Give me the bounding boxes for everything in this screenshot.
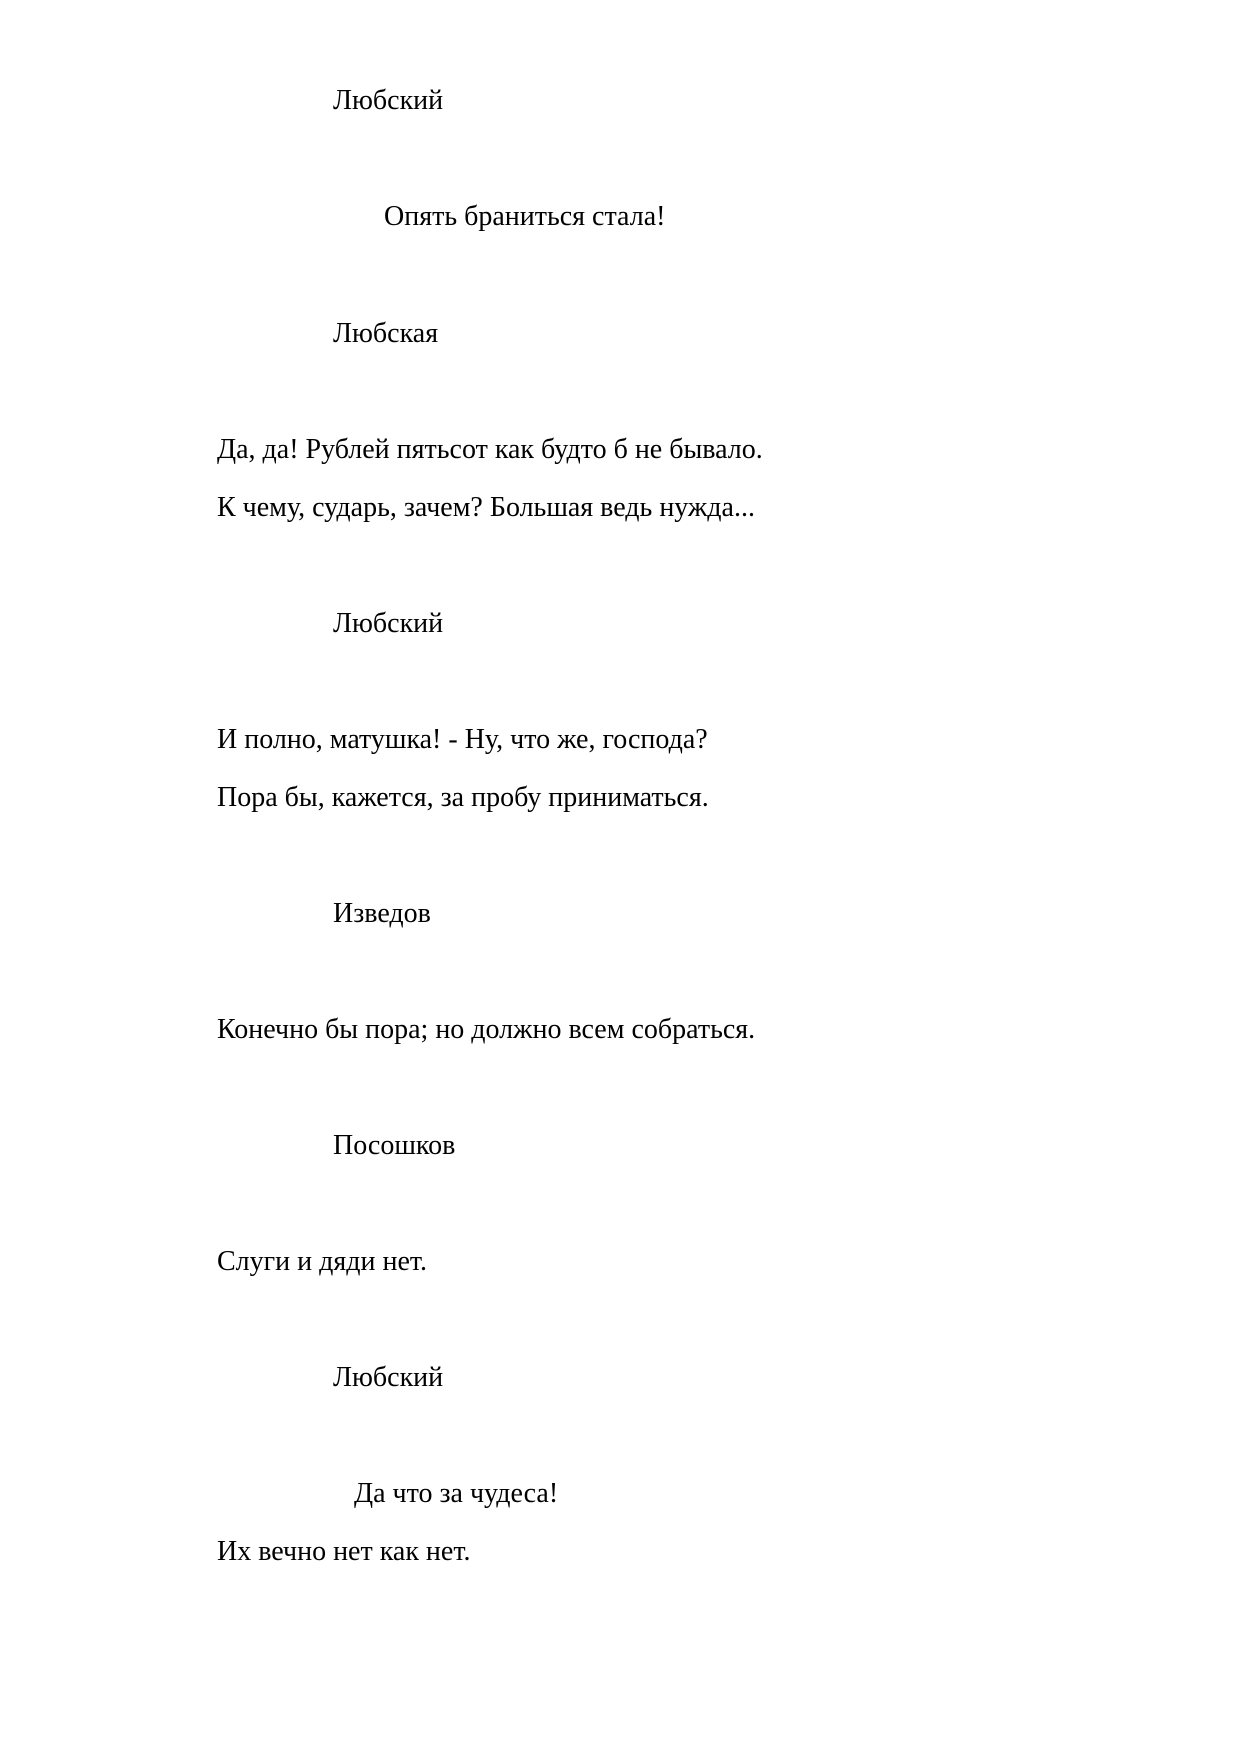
speaker-name: Любский <box>333 85 444 116</box>
speaker-name: Посошков <box>333 1130 456 1161</box>
speaker-name: Любская <box>333 318 439 349</box>
verse-line: Слуги и дяди нет. <box>217 1246 427 1277</box>
verse-line: Пора бы, кажется, за пробу приниматься. <box>217 782 709 813</box>
verse-line: И полно, матушка! - Ну, что же, господа? <box>217 724 708 755</box>
verse-line: Да, да! Рублей пятьсот как будто б не бывало. <box>217 434 763 465</box>
verse-line: Опять браниться стала! <box>384 201 666 232</box>
verse-line: Их вечно нет как нет. <box>217 1536 471 1567</box>
speaker-name: Любский <box>333 1362 444 1393</box>
speaker-name: Любский <box>333 608 444 639</box>
verse-line: Да что за чудеса! <box>354 1478 559 1509</box>
verse-line: К чему, сударь, зачем? Большая ведь нужда... <box>217 492 755 523</box>
speaker-name: Изведов <box>333 898 431 929</box>
verse-line: Конечно бы пора; но должно всем собраться. <box>217 1014 756 1045</box>
